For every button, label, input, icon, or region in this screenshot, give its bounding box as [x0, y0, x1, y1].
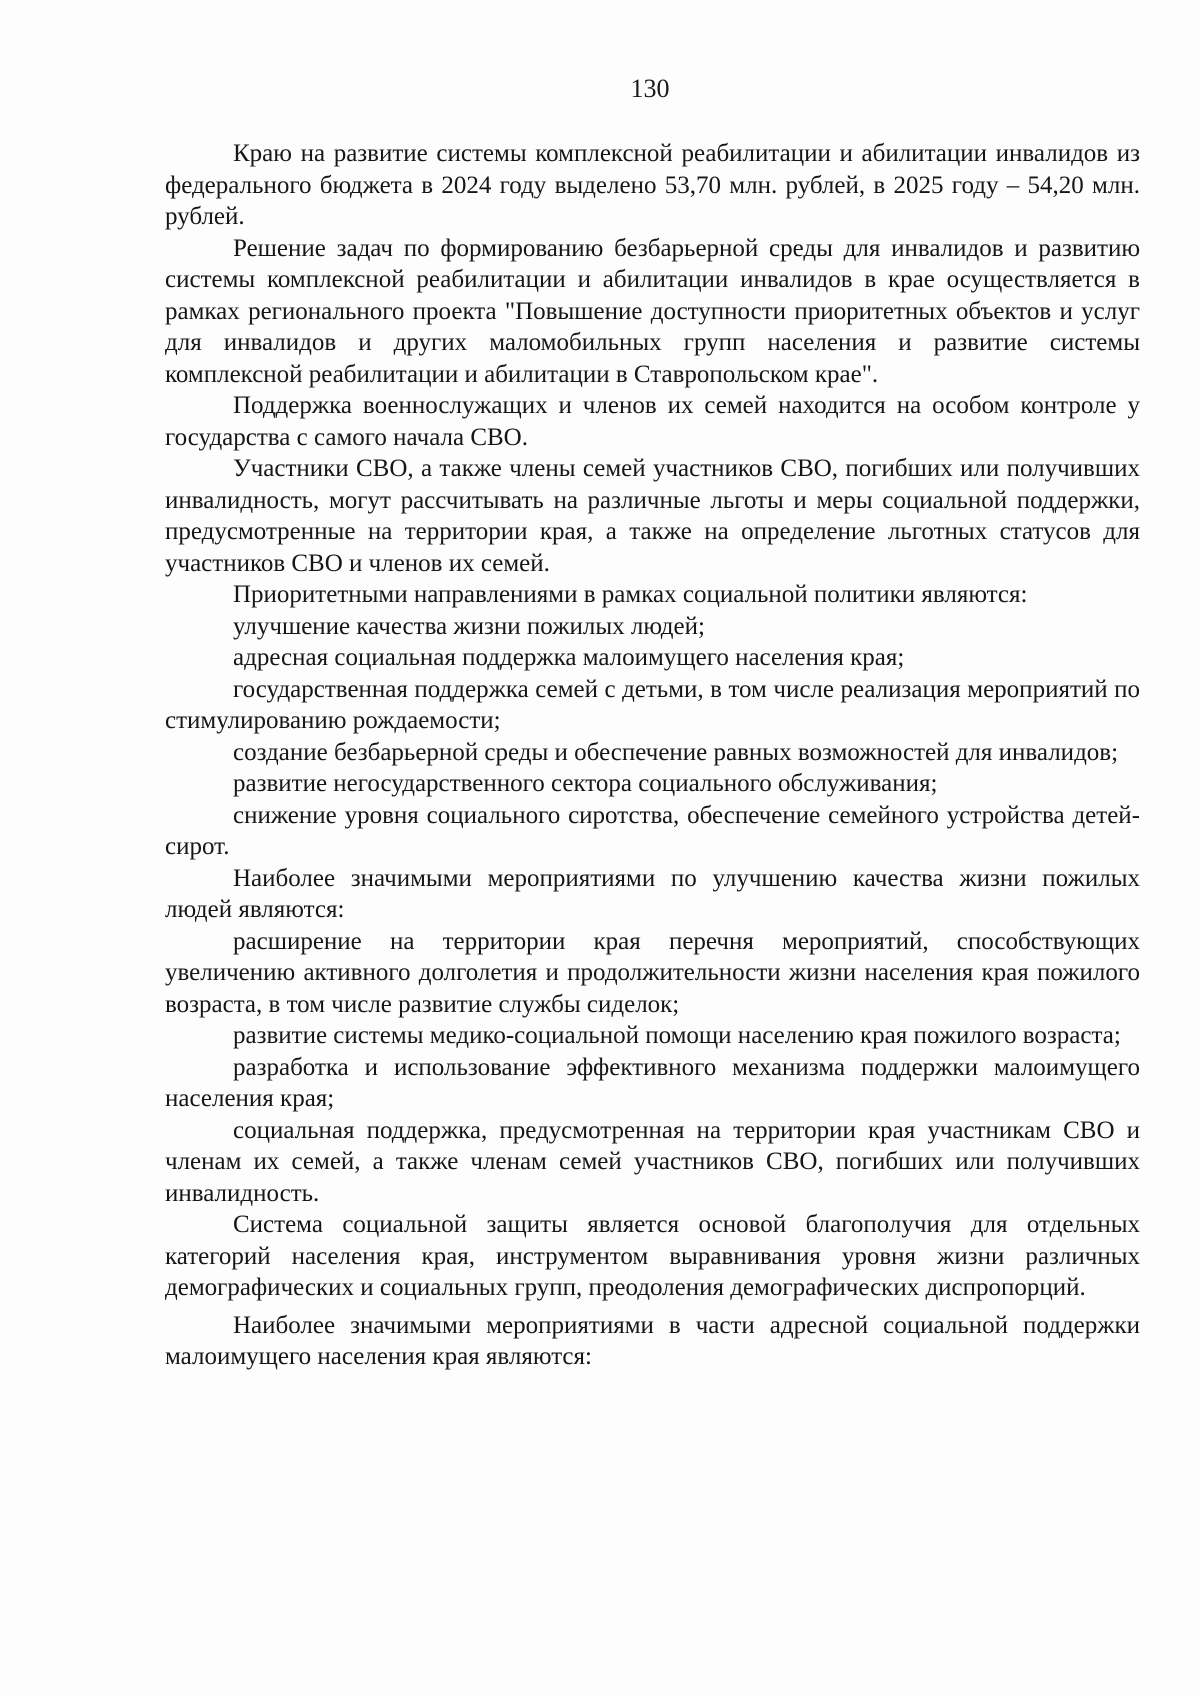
- list-item-targeted-support: адресная социальная поддержка малоимущего населения края;: [233, 644, 905, 671]
- list-item-medico-social: развитие системы медико-социальной помощи населению края пожилого возраста;: [233, 1022, 1121, 1049]
- list-item-orphanhood: снижение уровня социального сиротства, обеспечение семейного устройства детей-сирот.: [165, 801, 1140, 860]
- paragraph-social-protection: Система социальной защиты является основой благополучия для отдельных категорий населения края, инструментом выравнивания уровня жизни различных демографических и социальных групп, преодоления демографических диспропорций.: [165, 1211, 1140, 1301]
- paragraph-funding: Краю на развитие системы комплексной реабилитации и абилитации инвалидов из федерального бюджета в 2024 году выделено 53,70 млн. рублей, в 2025 году – 54,20 млн. рублей.: [165, 140, 1140, 230]
- list-item-support-mechanism: разработка и использование эффективного механизма поддержки малоимущего населения края;: [165, 1053, 1140, 1112]
- list-item-svo-social-support: социальная поддержка, предусмотренная на территории края участникам СВО и членам их семей, а также членам семей участников СВО, погибших или получивших инвалидность.: [165, 1116, 1140, 1207]
- paragraph-barrier-free-project: Решение задач по формированию безбарьерной среды для инвалидов и развитию системы комплексной реабилитации и абилитации инвалидов в крае осуществляется в рамках регионального проекта "Повышение доступности приоритетных объектов и услуг для инвалидов и других маломобильных групп населения и развитие системы комплексной реабилитации и абилитации в Ставропольском крае".: [165, 234, 1140, 388]
- list-item-family-support: государственная поддержка семей с детьми, в том числе реализация мероприятий по стимулированию рождаемости;: [165, 675, 1140, 734]
- paragraph-priority-directions: Приоритетными направлениями в рамках социальной политики являются:: [233, 581, 1028, 608]
- list-item-elderly-quality: улучшение качества жизни пожилых людей;: [233, 612, 705, 640]
- document-body: [165, 138, 1140, 1373]
- list-item-nongovernmental-sector: развитие негосударственного сектора социального обслуживания;: [233, 770, 938, 797]
- list-item-barrier-free: создание безбарьерной среды и обеспечение равных возможностей для инвалидов;: [233, 738, 1119, 766]
- page-number: 130: [630, 74, 670, 103]
- paragraph-svo-benefits: Участники СВО, а также члены семей участников СВО, погибших или получивших инвалидность, могут рассчитывать на различные льготы и меры социальной поддержки, предусмотренные на территории края, а также на определение льготных статусов для участников СВО и членов их семей.: [165, 455, 1140, 577]
- list-item-active-longevity: расширение на территории края перечня мероприятий, способствующих увеличению активного долголетия и продолжительности жизни населения края пожилого возраста, в том числе развитие службы сиделок;: [165, 927, 1140, 1018]
- paragraph-targeted-measures: Наиболее значимыми мероприятиями в части адресной социальной поддержки малоимущего населения края являются:: [165, 1311, 1140, 1370]
- paragraph-military-support: Поддержка военнослужащих и членов их семей находится на особом контроле у государства с самого начала СВО.: [165, 392, 1140, 451]
- paragraph-elderly-measures: Наиболее значимыми мероприятиями по улучшению качества жизни пожилых людей являются:: [165, 864, 1140, 923]
